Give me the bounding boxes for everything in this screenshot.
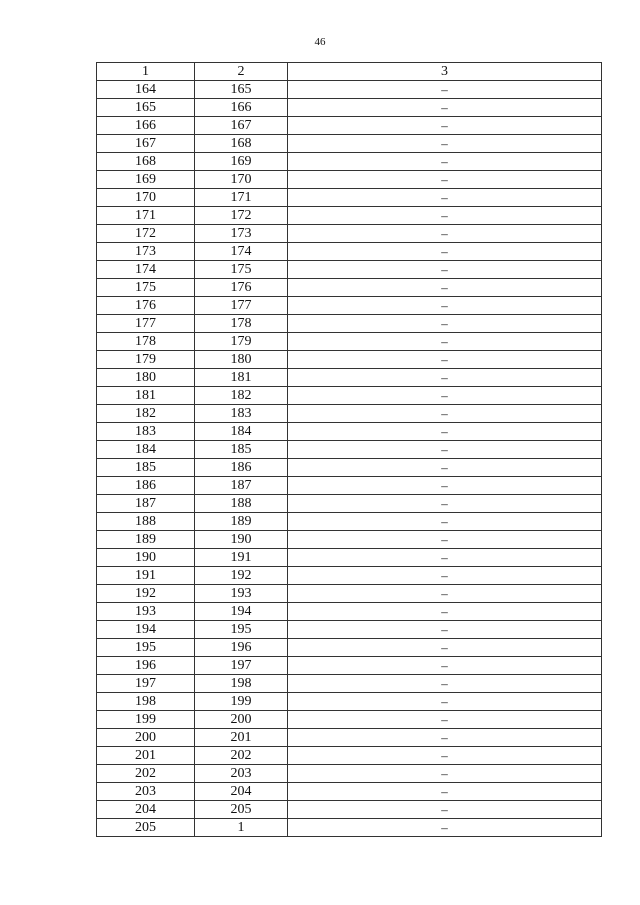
table-row [97,333,602,351]
table-cell-col-2: 205 [195,801,288,819]
table-cell-col-2: 175 [195,261,288,279]
table-cell-col-3: – [288,513,602,531]
table-cell-col-2: 169 [195,153,288,171]
table-cell-col-3: – [288,585,602,603]
table-cell-col-3: – [288,819,602,837]
table-row [97,531,602,549]
table-row [97,603,602,621]
table-cell-col-2: 201 [195,729,288,747]
table-cell-col-1: 166 [97,117,195,135]
table-row [97,189,602,207]
table-cell-col-3: – [288,621,602,639]
table-cell-col-1: 165 [97,99,195,117]
table-cell-col-3: – [288,639,602,657]
table-row [97,585,602,603]
table-row [97,639,602,657]
table-cell-col-1: 203 [97,783,195,801]
table-cell-col-2: 189 [195,513,288,531]
table-cell-col-3: – [288,459,602,477]
table-cell-col-1: 189 [97,531,195,549]
table-cell-col-1: 200 [97,729,195,747]
table-cell-col-2: 171 [195,189,288,207]
table-cell-col-2: 200 [195,711,288,729]
table-row [97,621,602,639]
table-cell-col-3: – [288,81,602,99]
table-cell-col-3: – [288,549,602,567]
table-row [97,369,602,387]
table-cell-col-1: 194 [97,621,195,639]
table-cell-col-2: 202 [195,747,288,765]
table-cell-col-1: 205 [97,819,195,837]
table-cell-col-2: 179 [195,333,288,351]
table-cell-col-3: – [288,801,602,819]
table-body [97,81,602,837]
table-cell-col-1: 170 [97,189,195,207]
table-cell-col-1: 167 [97,135,195,153]
table-row [97,477,602,495]
table-row [97,567,602,585]
table-cell-col-2: 196 [195,639,288,657]
table-cell-col-3: – [288,387,602,405]
table-row [97,225,602,243]
table-cell-col-1: 181 [97,387,195,405]
table-cell-col-3: – [288,225,602,243]
table-cell-col-1: 180 [97,369,195,387]
table-cell-col-1: 188 [97,513,195,531]
table-cell-col-1: 201 [97,747,195,765]
table-cell-col-2: 178 [195,315,288,333]
table-row [97,765,602,783]
table-cell-col-1: 179 [97,351,195,369]
table-row [97,819,602,837]
table-cell-col-2: 190 [195,531,288,549]
table-cell-col-2: 170 [195,171,288,189]
table-cell-col-1: 196 [97,657,195,675]
table-row [97,405,602,423]
table-cell-col-3: – [288,333,602,351]
table-row [97,801,602,819]
table-row [97,711,602,729]
table-cell-col-3: – [288,279,602,297]
table-cell-col-1: 178 [97,333,195,351]
table-cell-col-2: 168 [195,135,288,153]
table-row [97,423,602,441]
table-row [97,207,602,225]
table-row [97,117,602,135]
table-cell-col-3: – [288,297,602,315]
table-cell-col-1: 171 [97,207,195,225]
table-cell-col-2: 185 [195,441,288,459]
table-cell-col-3: – [288,351,602,369]
table-cell-col-3: – [288,405,602,423]
table-row [97,153,602,171]
table-cell-col-1: 186 [97,477,195,495]
table-cell-col-2: 172 [195,207,288,225]
table-cell-col-1: 176 [97,297,195,315]
table-cell-col-3: – [288,135,602,153]
table-cell-col-1: 164 [97,81,195,99]
table-cell-col-1: 187 [97,495,195,513]
table-cell-col-3: – [288,693,602,711]
table-row [97,693,602,711]
table-cell-col-2: 198 [195,675,288,693]
table-cell-col-1: 175 [97,279,195,297]
table-cell-col-3: – [288,117,602,135]
table-cell-col-3: – [288,657,602,675]
table-cell-col-2: 192 [195,567,288,585]
table-row [97,279,602,297]
table-cell-col-2: 177 [195,297,288,315]
table-cell-col-1: 191 [97,567,195,585]
table-row [97,261,602,279]
table-cell-col-2: 203 [195,765,288,783]
table-cell-col-1: 185 [97,459,195,477]
table-cell-col-3: – [288,153,602,171]
table-cell-col-3: – [288,441,602,459]
table-cell-col-1: 195 [97,639,195,657]
table-row [97,441,602,459]
table-row [97,243,602,261]
table-row [97,513,602,531]
table-cell-col-1: 173 [97,243,195,261]
table-row [97,135,602,153]
table-cell-col-1: 198 [97,693,195,711]
table-cell-col-3: – [288,369,602,387]
table-cell-col-1: 174 [97,261,195,279]
table-cell-col-1: 183 [97,423,195,441]
table-cell-col-2: 173 [195,225,288,243]
table-cell-col-1: 184 [97,441,195,459]
table-cell-col-1: 168 [97,153,195,171]
table-row [97,549,602,567]
column-header-3: 3 [288,63,602,81]
table-cell-col-3: – [288,315,602,333]
table-cell-col-1: 190 [97,549,195,567]
table-cell-col-3: – [288,531,602,549]
table-cell-col-3: – [288,765,602,783]
table-cell-col-1: 177 [97,315,195,333]
table-cell-col-3: – [288,207,602,225]
table-cell-col-2: 1 [195,819,288,837]
column-header-2: 2 [195,63,288,81]
table-cell-col-3: – [288,423,602,441]
table-cell-col-2: 194 [195,603,288,621]
table-row [97,387,602,405]
table-row [97,99,602,117]
table-cell-col-3: – [288,261,602,279]
table-cell-col-1: 169 [97,171,195,189]
table-cell-col-1: 199 [97,711,195,729]
table-row [97,747,602,765]
page-number: 46 [314,36,326,48]
table-cell-col-3: – [288,603,602,621]
table-row [97,495,602,513]
data-table [96,62,602,837]
table-cell-col-1: 182 [97,405,195,423]
table-row [97,459,602,477]
table-cell-col-2: 165 [195,81,288,99]
table-cell-col-3: – [288,99,602,117]
table-cell-col-1: 172 [97,225,195,243]
table-cell-col-2: 181 [195,369,288,387]
table-cell-col-2: 193 [195,585,288,603]
table-cell-col-2: 204 [195,783,288,801]
table-cell-col-1: 197 [97,675,195,693]
table-cell-col-3: – [288,675,602,693]
table-row [97,315,602,333]
table-cell-col-2: 176 [195,279,288,297]
table-cell-col-3: – [288,171,602,189]
table-cell-col-1: 202 [97,765,195,783]
table-row [97,81,602,99]
table-cell-col-3: – [288,567,602,585]
table-row [97,657,602,675]
table-header [97,63,602,81]
column-header-1: 1 [97,63,195,81]
table-cell-col-2: 199 [195,693,288,711]
table-cell-col-3: – [288,477,602,495]
table-row [97,171,602,189]
table-cell-col-2: 197 [195,657,288,675]
table-row [97,783,602,801]
table-cell-col-2: 187 [195,477,288,495]
table-cell-col-1: 192 [97,585,195,603]
table-cell-col-3: – [288,189,602,207]
table-cell-col-1: 204 [97,801,195,819]
table-cell-col-3: – [288,495,602,513]
table-row [97,729,602,747]
table-cell-col-2: 182 [195,387,288,405]
table-cell-col-2: 195 [195,621,288,639]
table-row [97,351,602,369]
table-cell-col-2: 186 [195,459,288,477]
table-row [97,297,602,315]
table-cell-col-3: – [288,729,602,747]
table-cell-col-2: 188 [195,495,288,513]
table-cell-col-3: – [288,243,602,261]
table-cell-col-2: 183 [195,405,288,423]
table-cell-col-2: 167 [195,117,288,135]
table-cell-col-1: 193 [97,603,195,621]
table-cell-col-2: 184 [195,423,288,441]
table-cell-col-2: 166 [195,99,288,117]
table-header-row [97,63,602,81]
table-cell-col-3: – [288,747,602,765]
table-cell-col-3: – [288,783,602,801]
table-cell-col-3: – [288,711,602,729]
table-cell-col-2: 174 [195,243,288,261]
table-row [97,675,602,693]
table-cell-col-2: 180 [195,351,288,369]
table-cell-col-2: 191 [195,549,288,567]
